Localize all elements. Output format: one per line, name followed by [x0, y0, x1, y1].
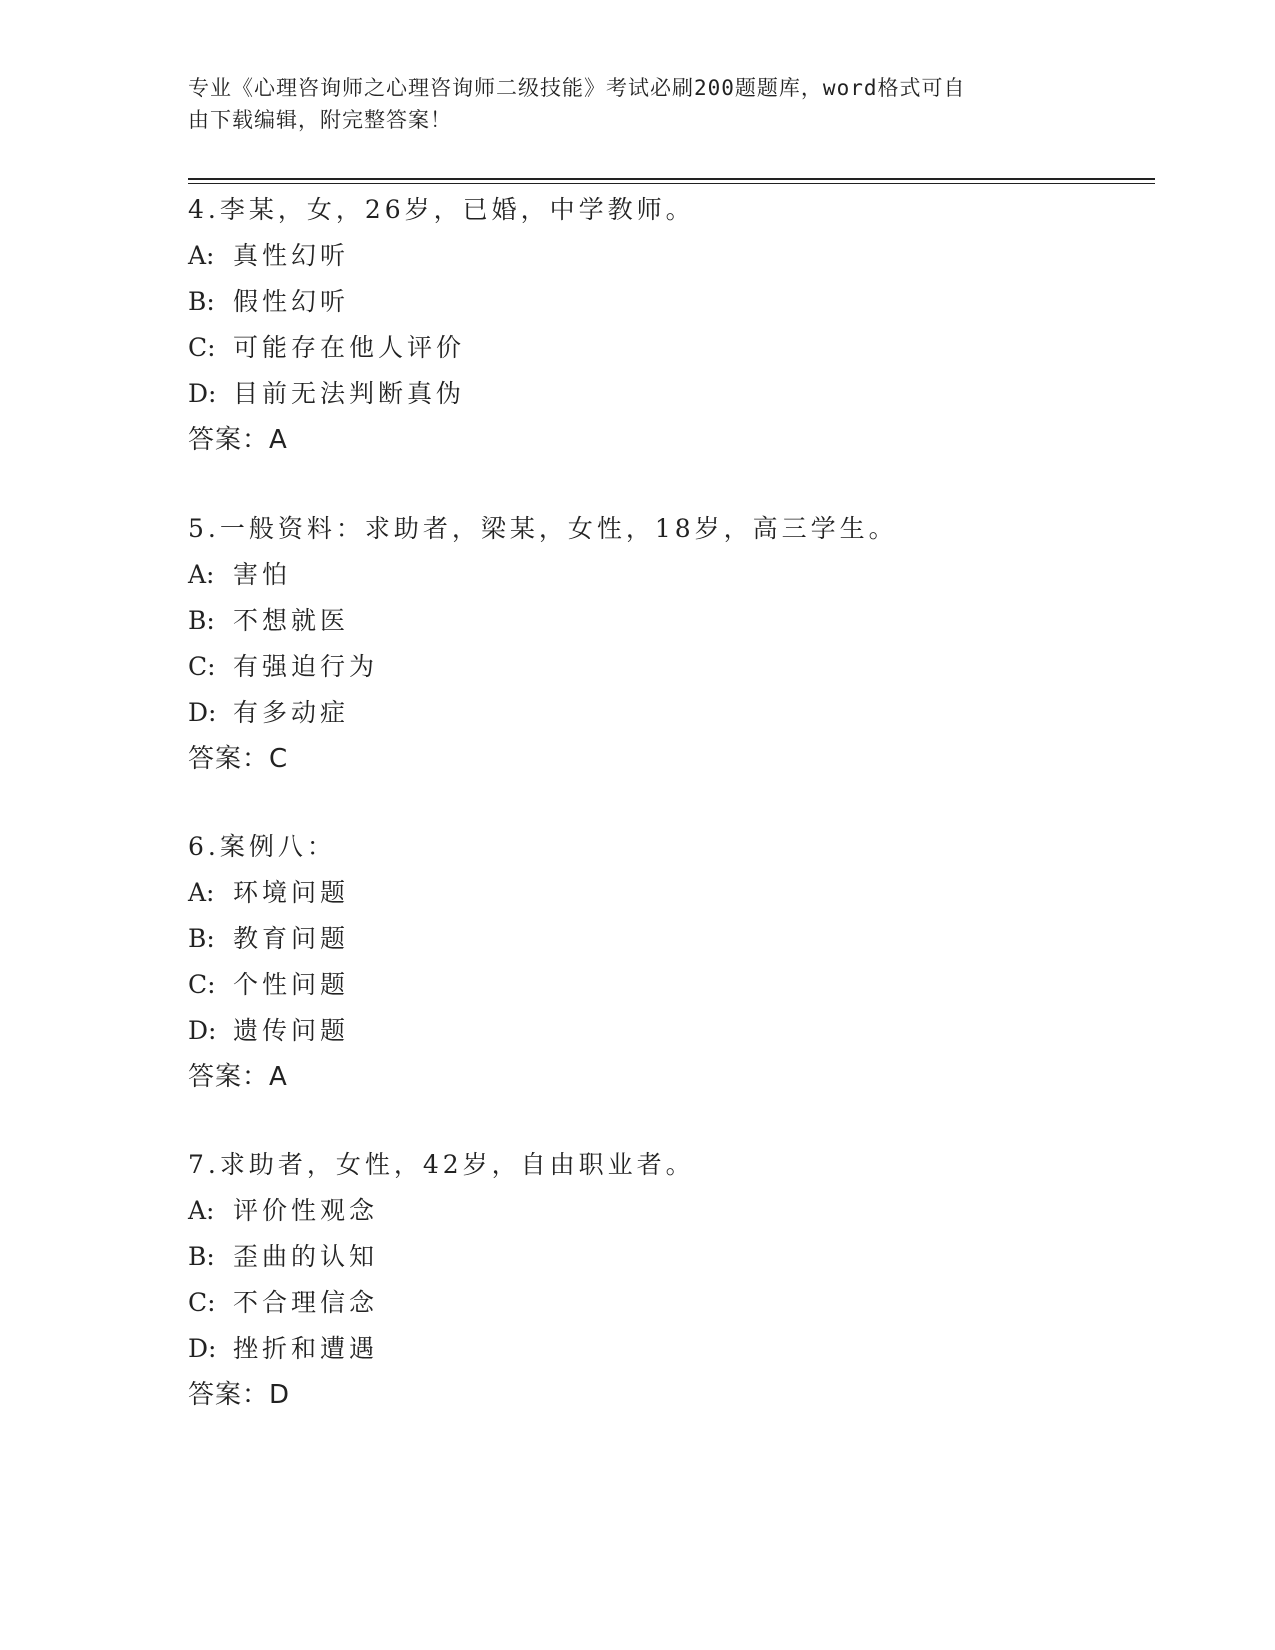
option-key: B: [188, 287, 215, 316]
option-text: 不合理信念 [233, 1288, 379, 1317]
option-text: 遗传问题 [233, 1016, 350, 1045]
option-d [188, 690, 1088, 736]
option-key: D: [188, 1016, 217, 1045]
answer-line [188, 736, 1088, 782]
option-b [188, 598, 1088, 644]
document-header [188, 72, 1068, 136]
option-key: B: [188, 606, 215, 635]
option-c [188, 962, 1088, 1008]
option-a [188, 552, 1088, 598]
answer-value: A [269, 1062, 288, 1092]
option-text: 环境问题 [233, 878, 350, 907]
option-text: 评价性观念 [233, 1196, 379, 1225]
option-key: C: [188, 1288, 216, 1317]
question-block [188, 187, 1088, 463]
option-text: 有强迫行为 [233, 652, 379, 681]
question-stem: 5.一般资料：求助者，梁某，女性，18岁，高三学生。 [188, 514, 898, 543]
option-text: 目前无法判断真伪 [233, 379, 466, 408]
question-stem: 4.李某，女，26岁，已婚，中学教师。 [188, 195, 695, 224]
option-text: 真性幻听 [233, 241, 350, 270]
option-a [188, 233, 1088, 279]
option-key: D: [188, 698, 217, 727]
question-block [188, 1142, 1088, 1418]
option-text: 害怕 [233, 560, 292, 589]
option-key: A: [188, 241, 215, 270]
option-a [188, 870, 1088, 916]
answer-value: C [269, 744, 289, 774]
option-a [188, 1188, 1088, 1234]
option-key: C: [188, 333, 216, 362]
answer-label: 答案： [188, 425, 270, 455]
header-line-1: 专业《心理咨询师之心理咨询师二级技能》考试必刷200题题库，word格式可自 [188, 76, 966, 100]
option-text: 个性问题 [233, 970, 350, 999]
option-text: 假性幻听 [233, 287, 350, 316]
option-b [188, 916, 1088, 962]
question-stem: 6.案例八： [188, 832, 336, 861]
header-divider-thick [188, 178, 1155, 180]
option-c [188, 644, 1088, 690]
question-block [188, 506, 1088, 782]
option-b [188, 1234, 1088, 1280]
header-line-2: 由下载编辑，附完整答案！ [188, 108, 452, 132]
option-d [188, 1326, 1088, 1372]
option-key: A: [188, 1196, 215, 1225]
option-text: 挫折和遭遇 [233, 1334, 379, 1363]
option-key: D: [188, 379, 217, 408]
option-key: C: [188, 652, 216, 681]
option-text: 歪曲的认知 [233, 1242, 379, 1271]
option-key: B: [188, 1242, 215, 1271]
option-b [188, 279, 1088, 325]
option-text: 可能存在他人评价 [233, 333, 466, 362]
question-stem: 7.求助者，女性，42岁，自由职业者。 [188, 1150, 695, 1179]
option-c [188, 1280, 1088, 1326]
option-key: D: [188, 1334, 217, 1363]
answer-label: 答案： [188, 1062, 270, 1092]
answer-label: 答案： [188, 744, 270, 774]
header-divider-thin [188, 183, 1155, 184]
option-text: 有多动症 [233, 698, 350, 727]
question-block [188, 824, 1088, 1100]
option-text: 不想就医 [233, 606, 350, 635]
option-key: B: [188, 924, 215, 953]
answer-line [188, 1054, 1088, 1100]
option-key: C: [188, 970, 216, 999]
option-key: A: [188, 560, 215, 589]
answer-value: A [269, 425, 288, 455]
answer-line [188, 1372, 1088, 1418]
answer-value: D [269, 1380, 291, 1410]
answer-label: 答案： [188, 1380, 270, 1410]
option-d [188, 1008, 1088, 1054]
answer-line [188, 417, 1088, 463]
option-key: A: [188, 878, 215, 907]
option-text: 教育问题 [233, 924, 350, 953]
option-c [188, 325, 1088, 371]
option-d [188, 371, 1088, 417]
